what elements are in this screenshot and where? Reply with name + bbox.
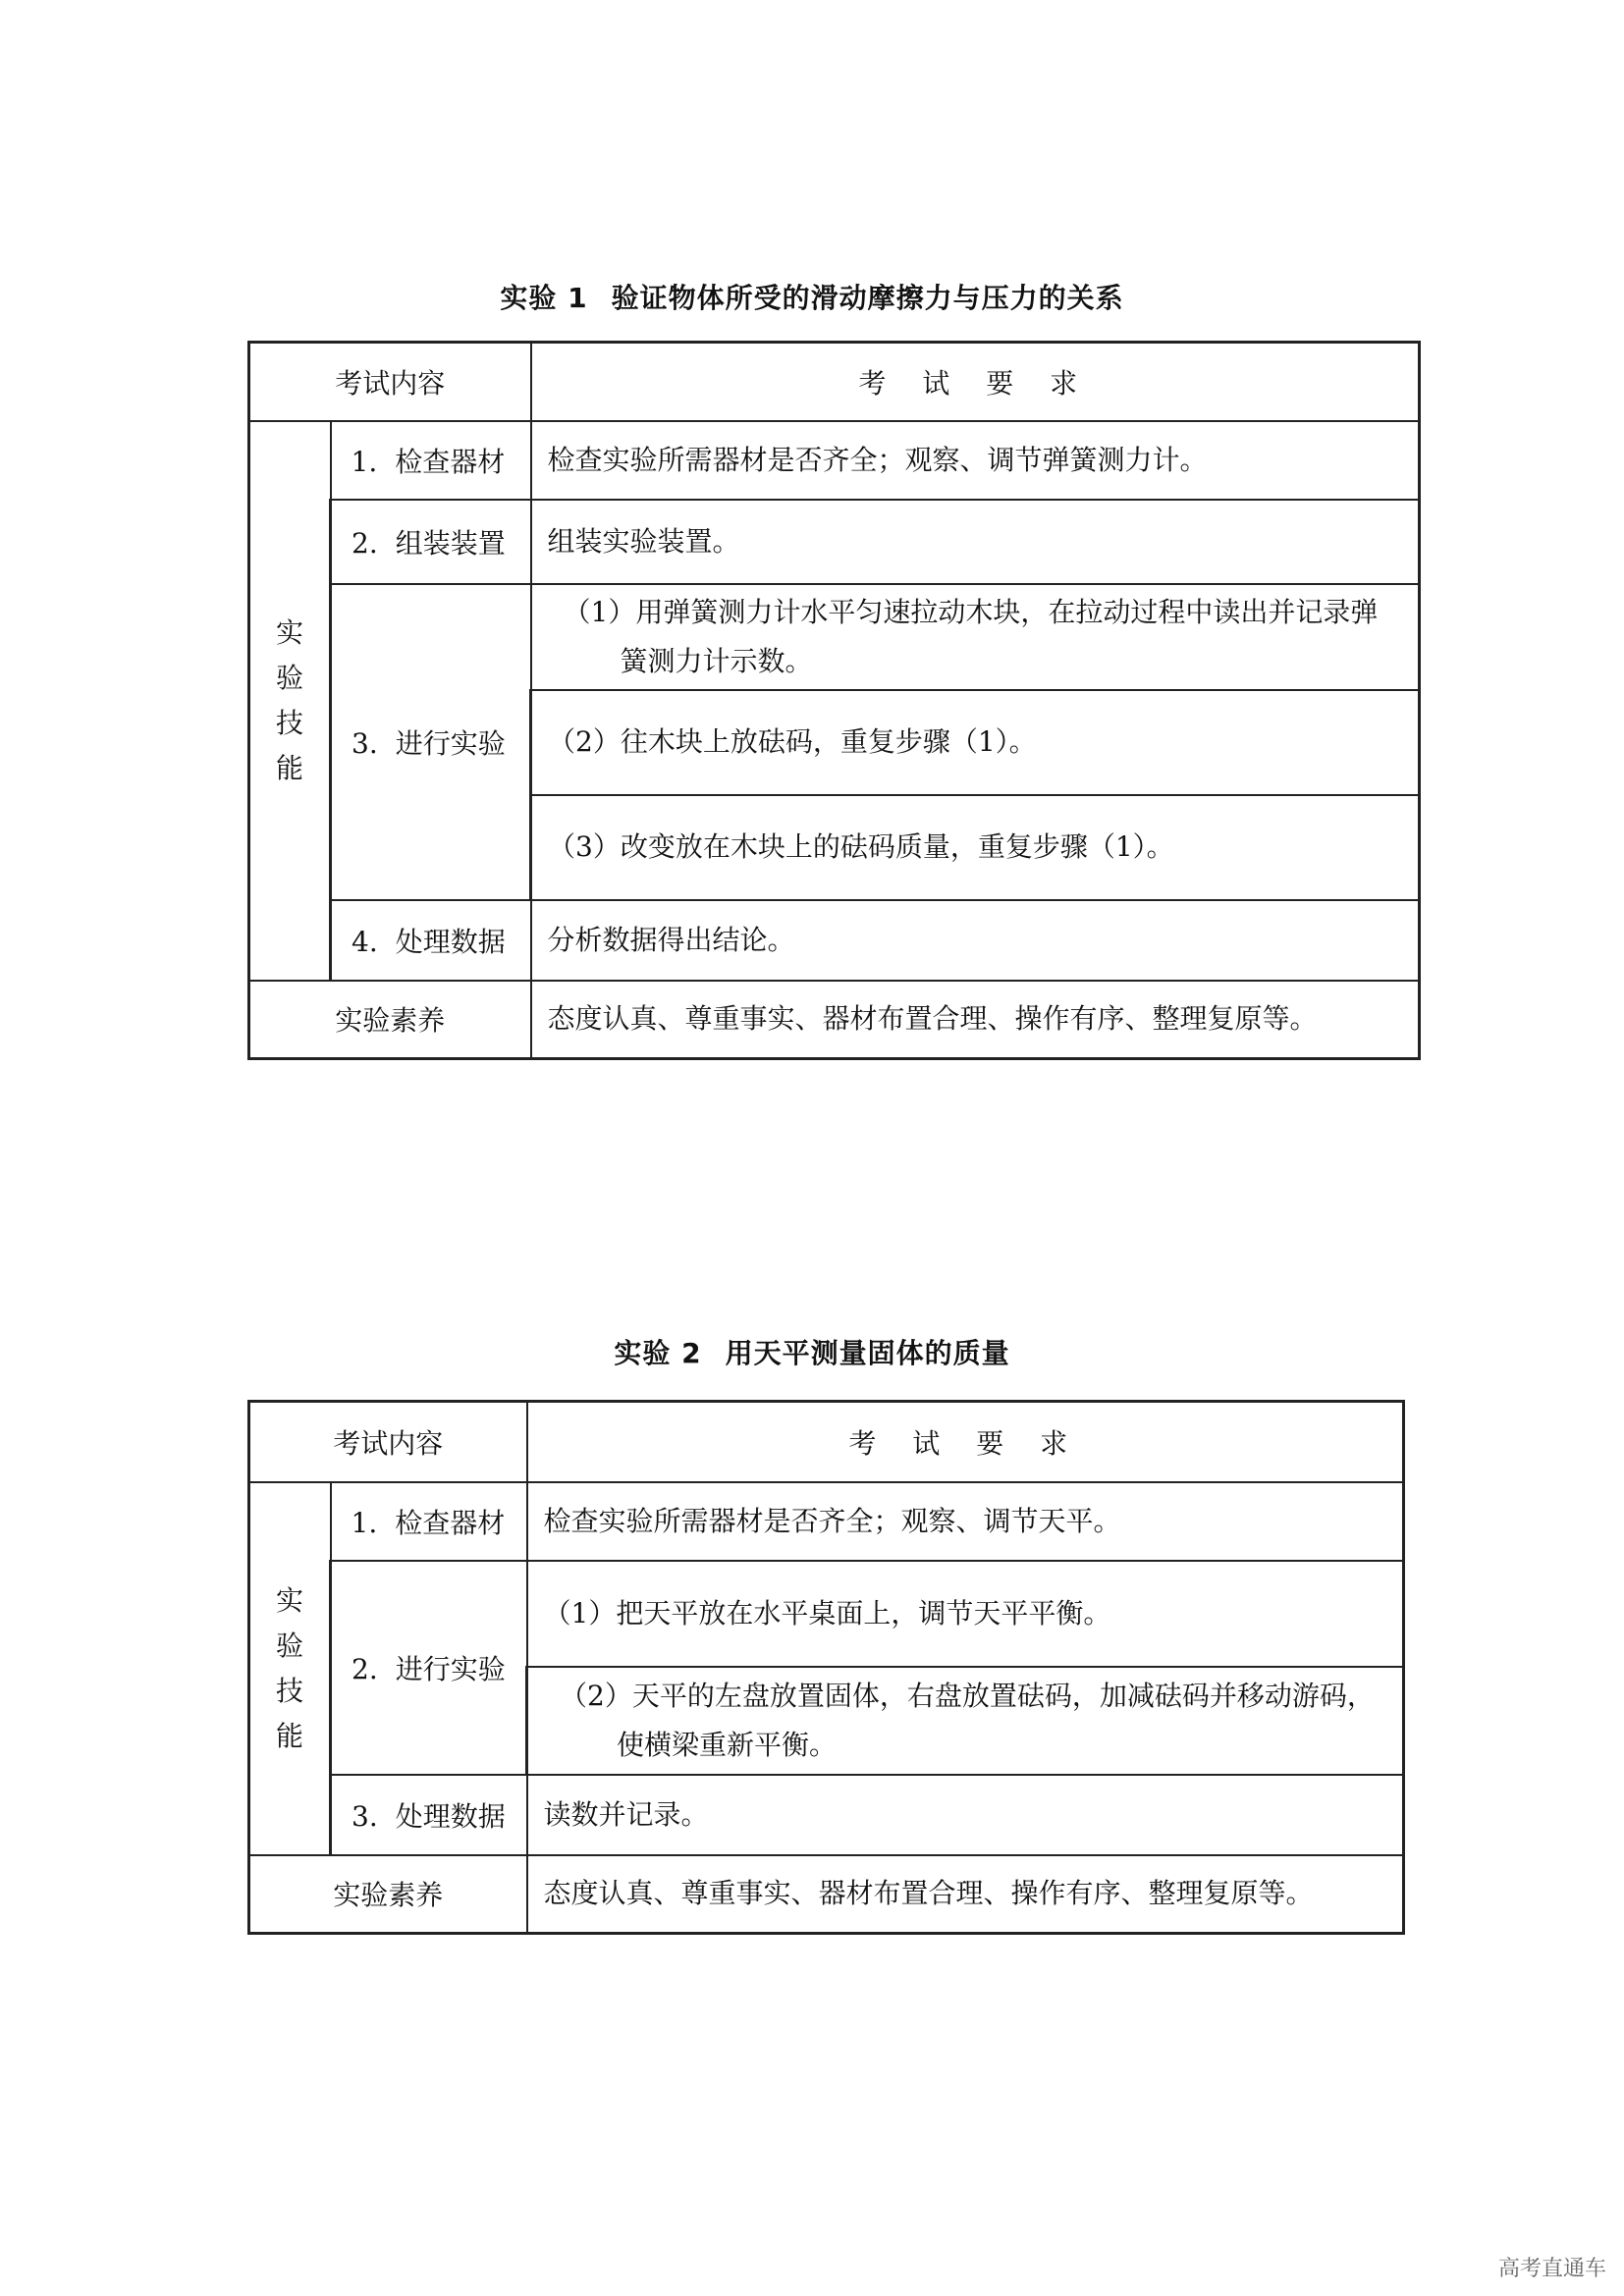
exp2-row-literacy — [249, 1855, 1404, 1934]
item-name: 组装装置 — [395, 526, 506, 560]
step-label: （2） — [560, 1679, 632, 1712]
exp2-number: 实验 2 — [614, 1337, 702, 1369]
exp1-literacy-req: 态度认真、尊重事实、器材布置合理、操作有序、整理复原等。 — [531, 981, 1420, 1059]
exp2-step-1 — [527, 1561, 1404, 1667]
item-name: 检查器材 — [395, 445, 506, 478]
exp1-row-assemble — [249, 500, 1420, 584]
step-text: 改变放在木块上的砝码质量，重复步骤（1）。 — [620, 830, 1174, 863]
exp1-skill-char: 验 — [275, 661, 303, 694]
exp1-header-content: 考试内容 — [249, 343, 531, 421]
exp2-header-row — [249, 1402, 1404, 1482]
exp2-skill-label — [249, 1482, 331, 1855]
exp2-literacy-req: 态度认真、尊重事实、器材布置合理、操作有序、整理复原等。 — [527, 1855, 1404, 1934]
step-label: （2） — [548, 725, 621, 758]
item-number: 1. — [351, 445, 378, 478]
exp1-title-text: 验证物体所受的滑动摩擦力与压力的关系 — [611, 282, 1124, 314]
exp2-row-data — [249, 1775, 1404, 1855]
exp2-row-check — [249, 1482, 1404, 1561]
exp1-row-data — [249, 900, 1420, 981]
step-label: （1） — [543, 1596, 617, 1629]
exp1-row-check — [249, 421, 1420, 500]
item-name: 进行实验 — [395, 726, 506, 760]
exp1-title — [0, 277, 1624, 316]
exp1-item-data — [331, 900, 531, 981]
exp2-item-data — [331, 1775, 527, 1855]
exp2-skill-char: 实 — [275, 1583, 303, 1617]
item-number: 4. — [352, 925, 378, 958]
exp1-item-assemble — [331, 500, 531, 584]
exp2-title — [0, 1332, 1624, 1371]
exp1-step-3 — [531, 795, 1420, 900]
exp1-step-2 — [531, 690, 1420, 795]
exp1-step-1 — [531, 584, 1420, 690]
item-number: 3. — [352, 1799, 378, 1833]
exp2-row-step1 — [249, 1561, 1404, 1667]
exp2-req-data: 读数并记录。 — [527, 1775, 1404, 1855]
exp2-skill-char: 技 — [275, 1674, 303, 1707]
exp1-header-row — [249, 343, 1420, 421]
exp1-skill-char: 技 — [275, 706, 303, 739]
exp1-number: 实验 1 — [500, 282, 588, 314]
item-name: 检查器材 — [395, 1506, 506, 1539]
exp2-skill-char: 能 — [275, 1719, 303, 1752]
step-text: 天平的左盘放置固体，右盘放置砝码，加减砝码并移动游码，使横梁重新平衡。 — [617, 1679, 1375, 1761]
exp1-item-experiment — [331, 584, 531, 900]
step-text: 往木块上放砝码，重复步骤（1）。 — [620, 725, 1037, 758]
exp1-skill-label — [249, 421, 331, 981]
exp2-title-text: 用天平测量固体的质量 — [725, 1337, 1010, 1369]
footer-watermark: 高考直通车 — [1497, 2257, 1606, 2281]
exp2-skill-char: 验 — [275, 1629, 303, 1662]
item-number: 1. — [351, 1506, 378, 1539]
exp1-literacy-label: 实验素养 — [249, 981, 531, 1059]
item-name: 进行实验 — [395, 1652, 506, 1685]
item-number: 2. — [352, 1652, 378, 1685]
step-text: 把天平放在水平桌面上，调节天平平衡。 — [616, 1596, 1111, 1629]
exp2-header-requirement: 考 试 要 求 — [527, 1402, 1404, 1482]
exp2-step-2 — [527, 1667, 1404, 1775]
exp1-skill-char: 实 — [275, 615, 303, 649]
exp2-item-experiment — [331, 1561, 527, 1775]
exp1-table — [247, 341, 1421, 1060]
exp1-skill-char: 能 — [275, 751, 303, 784]
item-name: 处理数据 — [395, 1799, 506, 1833]
exp2-item-check — [331, 1482, 527, 1561]
step-text: 用弹簧测力计水平匀速拉动木块，在拉动过程中读出并记录弹簧测力计示数。 — [620, 595, 1379, 677]
exp1-item-check — [331, 421, 531, 500]
step-label: （3） — [548, 830, 621, 863]
exp2-literacy-label: 实验素养 — [249, 1855, 527, 1934]
exp1-row-literacy — [249, 981, 1420, 1059]
exp2-req-check: 检查实验所需器材是否齐全；观察、调节天平。 — [527, 1482, 1404, 1561]
item-number: 2. — [352, 526, 378, 560]
exp1-row-step1 — [249, 584, 1420, 690]
exp1-header-requirement: 考 试 要 求 — [531, 343, 1420, 421]
item-number: 3. — [352, 726, 378, 760]
step-label: （1） — [563, 595, 636, 628]
exp2-table — [247, 1400, 1405, 1935]
exp1-req-data: 分析数据得出结论。 — [531, 900, 1420, 981]
exp1-req-assemble: 组装实验装置。 — [531, 500, 1420, 584]
exp2-header-content: 考试内容 — [249, 1402, 527, 1482]
item-name: 处理数据 — [395, 925, 506, 958]
exp1-req-check: 检查实验所需器材是否齐全；观察、调节弹簧测力计。 — [531, 421, 1420, 500]
